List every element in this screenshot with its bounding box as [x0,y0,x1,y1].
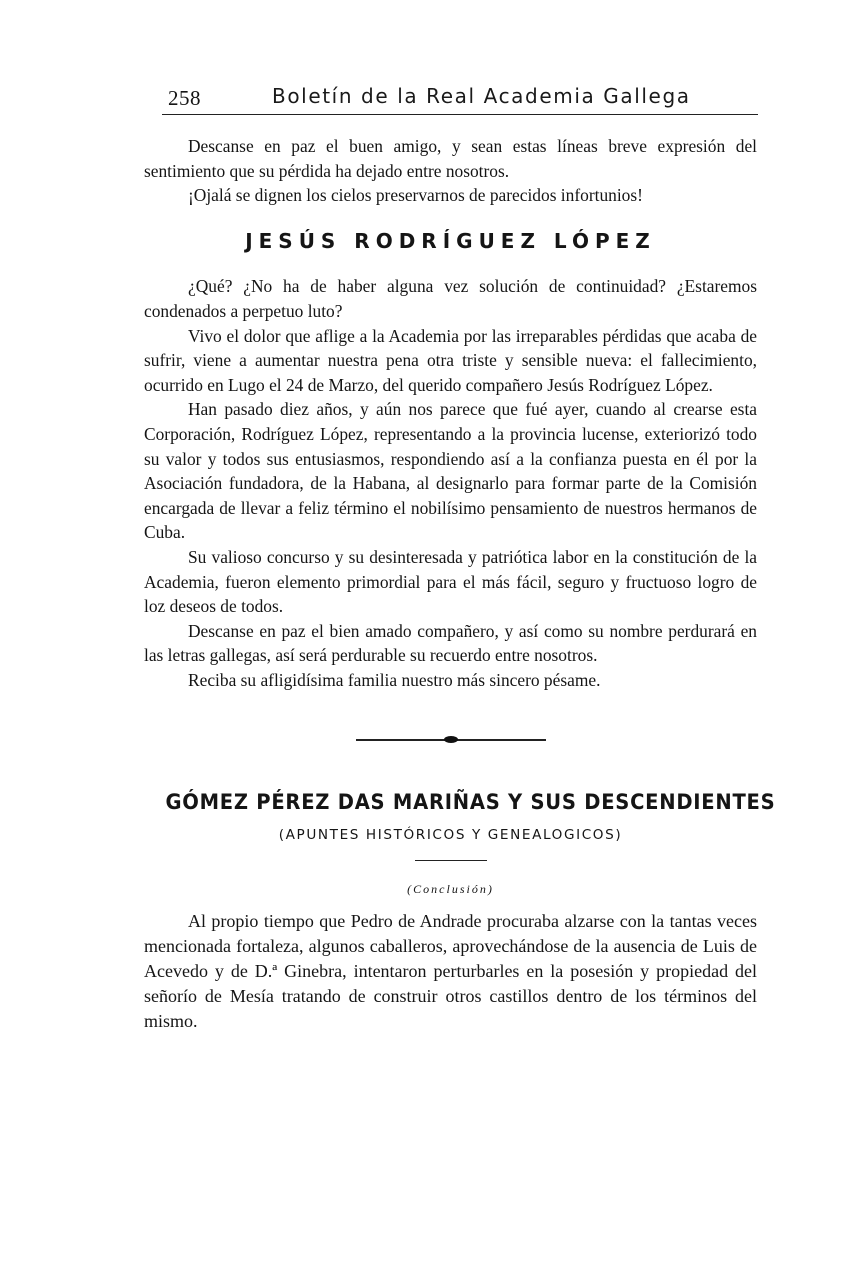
subtitle-rule [415,860,487,861]
obituary-paragraph: Su valioso concurso y su desinteresada y patriótica labor en la constitución de la Academia, fueron elemento primordial para el más fácil, seguro y fructuoso logro de loz deseos de todos. [144,546,757,617]
obituary-paragraph: Vivo el dolor que aflige a la Academia por las irreparables pérdidas que acaba de sufrir, viene a aumentar nuestra pena otra triste y sensible nueva: el fallecimiento, ocurrido en Lugo el 24 de Marzo, del querido compañero Jesús Rodríguez López. [144,325,757,395]
running-head: Boletín de la Real Academia Gallega [272,84,691,108]
page-number: 258 [168,86,201,110]
chapter-title: GÓMEZ PÉREZ DAS MARIÑAS Y SUS DESCENDIENTES [165,790,776,815]
obituary-title: JESÚS RODRÍGUEZ LÓPEZ [245,228,656,253]
intro-paragraph: ¡Ojalá se dignen los cielos preservarnos de parecidos infortunios! [188,185,643,206]
page-content [144,134,776,1033]
obituary-paragraph: Descanse en paz el bien amado compañero, y así como su nombre perdurará en las letras gallegas, así será perdurable su recuerdo entre nosotros. [144,620,757,666]
obituary-paragraph: Han pasado diez años, y aún nos parece que fué ayer, cuando al crearse esta Corporación, Rodríguez López, representando a la provincia lucense, exteriorizó todo su valor y todos sus entusiasmos, respondiendo así a la confianza puesta en él por la Asociación fundadora, de la Habana, al designarlo para formar parte de la Comisión encargada de llevar a feliz término el nobilísimo pensamiento de nuestros hermanos de Cuba. [144,399,757,543]
chapter-subtitle: (APUNTES HISTÓRICOS Y GENEALOGICOS) [278,827,623,844]
continuation-label: (Conclusión) [407,881,494,896]
section-divider-ornament [356,732,546,748]
page-header [162,82,758,115]
chapter-paragraph: Al propio tiempo que Pedro de Andrade procuraba alzarse con la tantas veces mencionada fortaleza, algunos caballeros, aprovechándose de la ausencia de Luis de Acevedo y de D.ª Ginebra, intentaron perturbarles en la posesión y propiedad del señorío de Mesía tratando de construir otros castillos dentro de los términos del mismo. [144,911,757,1031]
divider-dot [444,736,458,743]
obituary-paragraph: Reciba su afligidísima familia nuestro más sincero pésame. [188,669,601,690]
obituary-paragraph: ¿Qué? ¿No ha de haber alguna vez solución de continuidad? ¿Estaremos condenados a perpetuo luto? [144,276,757,321]
intro-paragraph: Descanse en paz el buen amigo, y sean estas líneas breve expresión del sentimiento que su pérdida ha dejado entre nosotros. [144,136,757,181]
